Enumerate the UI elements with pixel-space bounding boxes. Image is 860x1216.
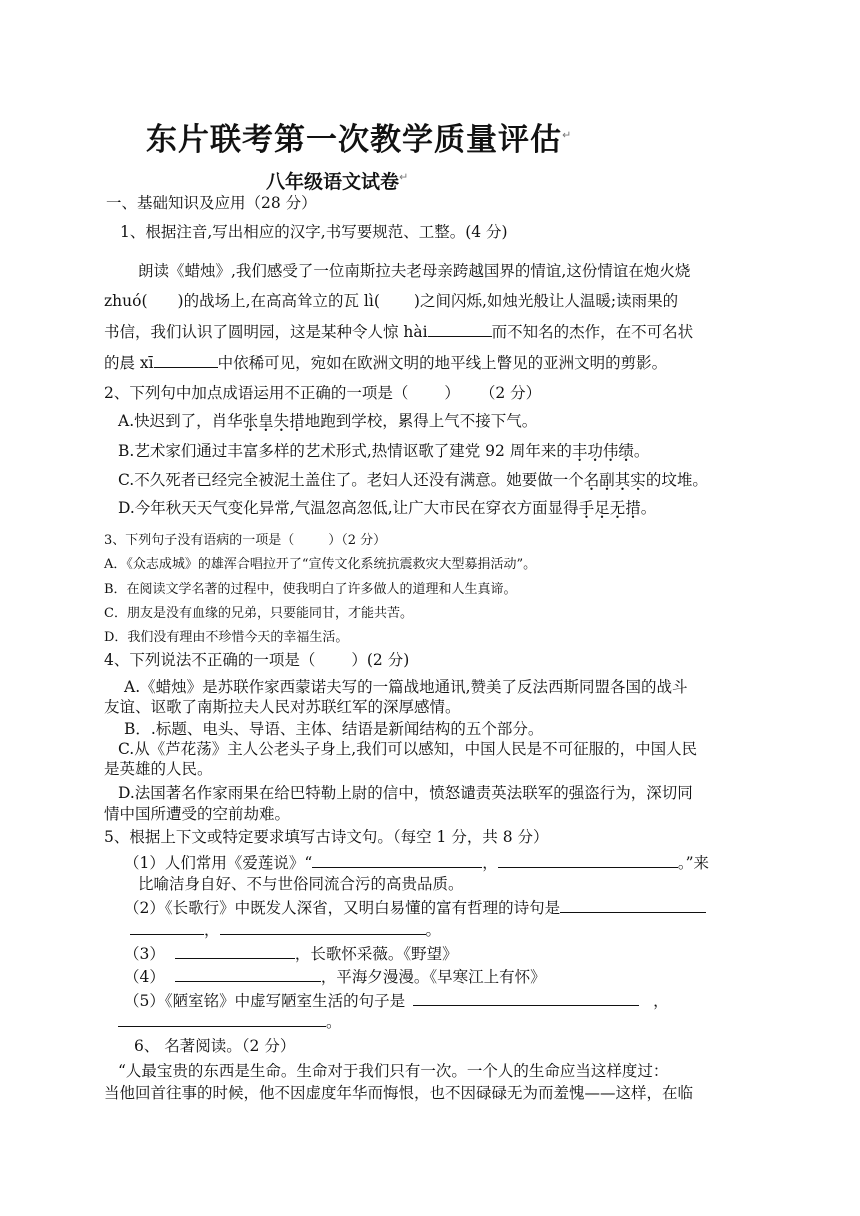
question-6-stem: 6、 名著阅读。（2 分） [134, 1037, 296, 1055]
answer-blank[interactable] [312, 853, 482, 868]
answer-blank[interactable] [560, 898, 706, 913]
paragraph-mark-icon: ↵ [399, 170, 409, 184]
question-1-stem: 1、根据注音,写出相应的汉字,书写要规范、工整。(4 分) [120, 223, 508, 241]
question-4-option-a-cont: 友谊、讴歌了南斯拉夫人民对苏联红军的深厚感情。 [104, 698, 461, 716]
question-3-option-b: B．在阅读文学名著的过程中，使我明白了许多做人的道理和人生真谛。 [104, 582, 517, 597]
question-2-option-d: D.今年秋天天气变化异常,气温忽高忽低,让广大市民在穿衣方面显得手足无措。 [118, 499, 657, 517]
question-4-option-a: A.《蜡烛》是苏联作家西蒙诺夫写的一篇战地通讯,赞美了反法西斯同盟各国的战斗 [124, 678, 688, 696]
question-4-stem: 4、下列说法不正确的一项是（ ）(2 分) [104, 651, 410, 669]
question-6-quote-line: 当他回首往事的时候，他不因虚度年华而悔恨，也不因碌碌无为而羞愧——这样，在临 [104, 1084, 694, 1102]
answer-blank[interactable] [428, 322, 492, 337]
question-2-stem: 2、下列句中加点成语运用不正确的一项是（ ） （2 分） [104, 384, 542, 402]
answer-blank[interactable] [154, 353, 218, 368]
answer-blank[interactable] [175, 944, 295, 959]
question-5-stem: 5、根据上下文或特定要求填写古诗文句。（每空 1 分，共 8 分） [104, 828, 549, 846]
question-5-item-1-cont: 比喻洁身自好、不与世俗同流合污的高贵品质。 [138, 875, 464, 893]
paragraph-mark-icon: ↵ [562, 128, 573, 142]
question-1-passage-line: 书信，我们认识了圆明园，这是某种令人惊 hài 而不知名的杰作，在不可名状 [104, 323, 694, 341]
question-1-passage-line: zhuó( )的战场上,在高高耸立的瓦 lì( )之间闪烁,如烛光般让人温暖;读雨果的 [104, 292, 679, 310]
question-1-passage-line: 的晨 xī 中依稀可见，宛如在欧洲文明的地平线上瞥见的亚洲文明的剪影。 [104, 354, 668, 372]
answer-blank[interactable] [175, 967, 321, 982]
question-5-item-3: （3） ，长歌怀采薇。《野望》 [124, 945, 458, 963]
question-3-option-a: A．《众志成城》的雄浑合唱拉开了“宣传文化系统抗震救灾大型募捐活动”。 [104, 557, 537, 572]
answer-blank[interactable] [220, 920, 426, 935]
question-4-option-b: B．.标题、电头、导语、主体、结语是新闻结构的五个部分。 [124, 720, 544, 738]
answer-blank[interactable] [118, 1012, 326, 1027]
question-5-item-1: （1）人们常用《爱莲说》“ ， 。”来 [124, 854, 709, 872]
question-3-option-c: C．朋友是没有血缘的兄弟，只要能同甘，才能共苦。 [104, 606, 413, 621]
question-5-item-5-cont: 。 [118, 1012, 342, 1032]
question-4-option-c-cont: 是英雄的人民。 [104, 760, 213, 778]
question-2-option-a: A.快迟到了，肖华张皇失措地跑到学校，累得上气不接下气。 [118, 412, 538, 430]
question-5-item-4: （4） ，平海夕漫漫。《早寒江上有怀》 [124, 968, 546, 986]
question-4-option-d-cont: 情中国所遭受的空前劫难。 [104, 805, 291, 823]
question-4-option-d: D.法国著名作家雨果在给巴特勒上尉的信中，愤怒谴责英法联军的强盗行为，深切同 [118, 784, 693, 802]
question-2-option-c: C.不久死者已经完全被泥土盖住了。老妇人还没有满意。她要做一个名副其实的坟堆。 [118, 471, 708, 489]
question-5-item-2-cont: ， 。 [130, 920, 441, 940]
page-title: 东片联考第一次教学质量评估↵ [146, 122, 573, 158]
answer-blank[interactable] [413, 991, 639, 1006]
question-5-item-5: （5）《陋室铭》中虚写陋室生活的句子是 ， [124, 992, 669, 1010]
page-subtitle: 八年级语文试卷↵ [266, 170, 409, 193]
answer-blank[interactable] [130, 920, 204, 935]
question-6-quote-line: “人最宝贵的东西是生命。生命对于我们只有一次。一个人的生命应当这样度过： [118, 1062, 669, 1080]
question-3-option-d: D．我们没有理由不珍惜今天的幸福生活。 [104, 630, 349, 645]
section-heading: 一、基础知识及应用（28 分） [106, 194, 317, 212]
question-4-option-c: C.从《芦花荡》主人公老头子身上,我们可以感知，中国人民是不可征服的，中国人民 [118, 740, 698, 758]
question-3-stem: 3、下列句子没有语病的一项是（ ）（2 分） [104, 533, 387, 548]
question-1-passage-line: 朗读《蜡烛》,我们感受了一位南斯拉夫老母亲跨越国界的情谊,这份情谊在炮火烧 [138, 262, 691, 280]
question-2-option-b: B.艺术家们通过丰富多样的艺术形式,热情讴歌了建党 92 周年来的丰功伟绩。 [118, 442, 650, 460]
question-5-item-2: （2）《长歌行》中既发人深省，又明白易懂的富有哲理的诗句是 [124, 898, 706, 918]
answer-blank[interactable] [498, 853, 678, 868]
